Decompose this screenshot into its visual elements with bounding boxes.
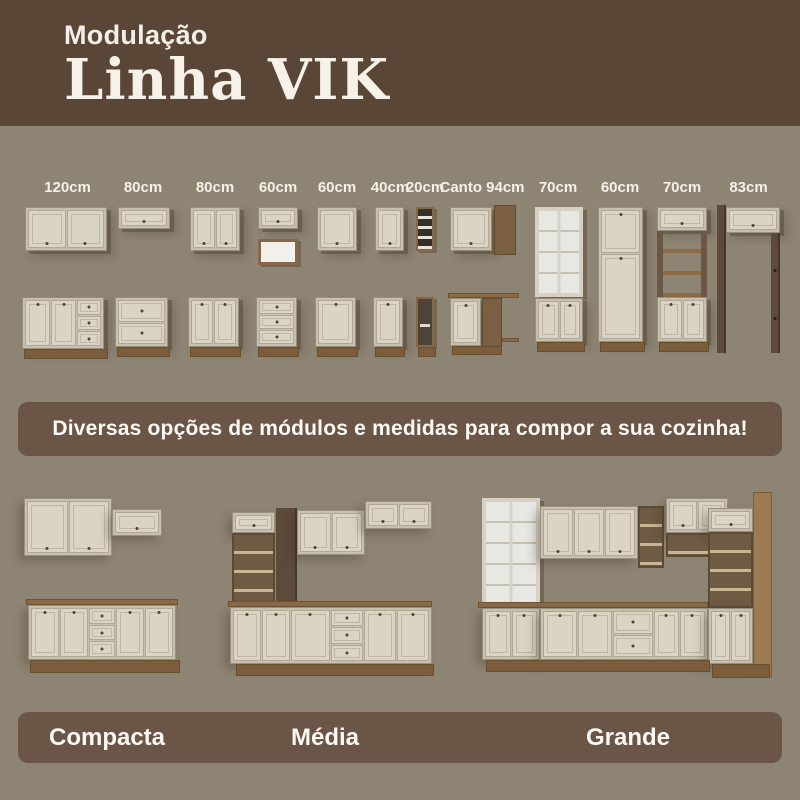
kitchen-media [228, 488, 460, 688]
module-60cm-niche [252, 126, 304, 390]
bottle-rack [416, 207, 434, 251]
base-run [540, 608, 708, 660]
header-kicker: Modulação [64, 20, 208, 50]
glass-tower-base [482, 608, 540, 660]
door [368, 504, 398, 526]
drawer [259, 315, 294, 329]
wall-cabinet-2-door [297, 510, 365, 555]
door [291, 610, 329, 661]
corner-open-side [482, 298, 502, 348]
toe-kick [659, 342, 709, 352]
drawer [77, 316, 101, 331]
module-83cm-kit [711, 126, 786, 390]
tower-lower-doors [657, 297, 707, 342]
door [660, 300, 682, 339]
pantry-lower-doors [535, 298, 583, 342]
toe-kick [452, 346, 502, 355]
toe-kick [537, 342, 585, 352]
door [543, 509, 573, 556]
flap-wall-cabinet [726, 207, 780, 233]
door [453, 210, 489, 248]
toe-kick [117, 347, 170, 357]
door [669, 501, 697, 530]
door [115, 512, 159, 533]
door [601, 210, 640, 253]
module-size-label: 60cm [600, 178, 640, 196]
module-size-label: 83cm [729, 178, 768, 196]
door [560, 301, 581, 339]
door [262, 610, 290, 661]
corner-open-shelves [638, 506, 664, 568]
door [512, 611, 538, 657]
door [364, 610, 396, 661]
tower-flap-door [708, 508, 753, 532]
wall-cabinet-2-door-high [365, 501, 432, 529]
door [191, 300, 213, 344]
door [654, 611, 679, 657]
door [51, 300, 76, 346]
module-80cm-doors [185, 126, 245, 390]
kitchen-label-grande: Grande [585, 723, 671, 751]
module-80cm-flap [112, 126, 174, 390]
door [214, 300, 236, 344]
drawer [259, 330, 294, 344]
drawer [77, 300, 101, 315]
base-run [28, 605, 176, 660]
door [601, 254, 640, 339]
toe-kick [712, 664, 770, 678]
toe-kick [600, 342, 645, 352]
module-size-label: 60cm [317, 178, 357, 196]
flap-wall-cabinet [258, 207, 298, 229]
module-size-label: 40cm [370, 178, 410, 196]
tall-pantry-cabinet [598, 207, 643, 342]
banner-text: Diversas opções de módulos e medidas para compor a sua cozinha! [52, 417, 748, 440]
wall-cabinet-2-door [25, 207, 107, 251]
drawer [613, 635, 653, 658]
corner-base-cabinet [450, 298, 481, 346]
module-60cm-door [311, 126, 363, 390]
door [660, 210, 704, 228]
drawer-stack [77, 300, 101, 346]
base-cabinet-1-door [373, 297, 403, 347]
drawer [331, 610, 363, 626]
door [69, 501, 110, 553]
door [485, 611, 511, 657]
corner-shelf [502, 338, 519, 342]
module-size-label: 80cm [195, 178, 235, 196]
door [216, 210, 238, 248]
door [193, 210, 215, 248]
toe-kick [258, 347, 299, 357]
door [60, 608, 88, 657]
wall-run-3-door [540, 506, 638, 559]
toe-kick [486, 660, 710, 672]
base-cabinet-3-drawer [256, 297, 297, 347]
glass-door-cabinet [535, 207, 583, 297]
door [578, 611, 612, 657]
corner-wood-panel [494, 205, 516, 255]
glass-tower [482, 498, 540, 606]
door [680, 611, 705, 657]
door [233, 610, 261, 661]
door [378, 210, 401, 248]
module-size-label: 60cm [258, 178, 298, 196]
door [453, 301, 478, 343]
drawer-stack [331, 610, 363, 661]
door [683, 300, 705, 339]
tower-lower-doors [708, 608, 753, 664]
drawer [118, 300, 165, 322]
door [605, 509, 635, 556]
module-70cm-glass [528, 126, 588, 390]
banner [18, 402, 782, 456]
side-panel-left [717, 205, 726, 353]
drawer [331, 627, 363, 643]
tower-flap-door [232, 512, 275, 533]
toe-kick [236, 664, 434, 676]
drawer-stack [613, 611, 653, 657]
door [67, 210, 105, 248]
wall-cabinet-1-door [317, 207, 357, 251]
door [543, 611, 577, 657]
toe-kick [418, 347, 436, 357]
header [0, 0, 800, 126]
module-size-label: 80cm [123, 178, 163, 196]
door [731, 611, 750, 661]
tower-open-shelves [708, 532, 753, 608]
door [538, 301, 559, 339]
door [145, 608, 173, 657]
door [711, 611, 730, 661]
drawer [613, 611, 653, 634]
wall-cabinet-1-door [375, 207, 404, 251]
module-size-label: 70cm [538, 178, 578, 196]
door [300, 513, 331, 552]
open-shelf-section [657, 231, 707, 297]
toe-kick [24, 349, 108, 359]
tower-side-panel [753, 492, 772, 678]
side-panel-right [771, 233, 780, 353]
drawer [89, 641, 115, 657]
corner-wall-cabinet [450, 207, 492, 251]
door [25, 300, 50, 346]
module-size-label: 20cm [405, 178, 445, 196]
toe-kick [30, 660, 180, 673]
kitchen-grande [478, 476, 788, 700]
base-cabinet-2-drawer [115, 297, 168, 347]
drawer [77, 331, 101, 346]
door [397, 610, 429, 661]
drawer [331, 645, 363, 661]
door [116, 608, 144, 657]
door [711, 511, 750, 529]
kitchen-label-media: Média [290, 723, 359, 751]
door [332, 513, 363, 552]
door [729, 210, 777, 230]
drawer [259, 300, 294, 314]
drawer-stack [89, 608, 115, 657]
door [27, 501, 68, 553]
base-run [230, 607, 432, 664]
tower-open-shelves [232, 533, 275, 607]
kitchen-label-compacta: Compacta [48, 723, 166, 751]
module-size-label: Canto 94cm [439, 178, 525, 196]
page-title: Linha VIK [64, 47, 390, 113]
open-tower [416, 297, 434, 347]
door [261, 210, 295, 226]
door [31, 608, 59, 657]
toe-kick [317, 347, 358, 357]
base-cabinet-2-door [188, 297, 239, 347]
door [320, 210, 354, 248]
wood-column [276, 508, 297, 607]
module-canto-94cm [439, 126, 525, 390]
kitchen-compacta [20, 488, 220, 688]
drawer [89, 608, 115, 624]
door [376, 300, 400, 344]
door [399, 504, 429, 526]
flap-wall-cabinet [118, 207, 170, 229]
door [121, 210, 167, 226]
toe-kick [190, 347, 241, 357]
open-niche [258, 239, 298, 265]
wall-cabinet-2-door [190, 207, 240, 251]
drawer [89, 625, 115, 641]
door [28, 210, 66, 248]
base-cabinet [22, 297, 104, 349]
module-size-label: 120cm [44, 178, 91, 196]
door [235, 515, 272, 530]
drawer [118, 323, 165, 345]
toe-kick [375, 347, 405, 357]
door [574, 509, 604, 556]
module-size-label: 70cm [662, 178, 702, 196]
wall-cabinet-2-door [24, 498, 112, 556]
base-cabinet-1-door [315, 297, 356, 347]
door [318, 300, 353, 344]
flap-wall-cabinet [112, 509, 162, 536]
flap-wall-cabinet [657, 207, 707, 231]
size-options-bar [18, 712, 782, 763]
